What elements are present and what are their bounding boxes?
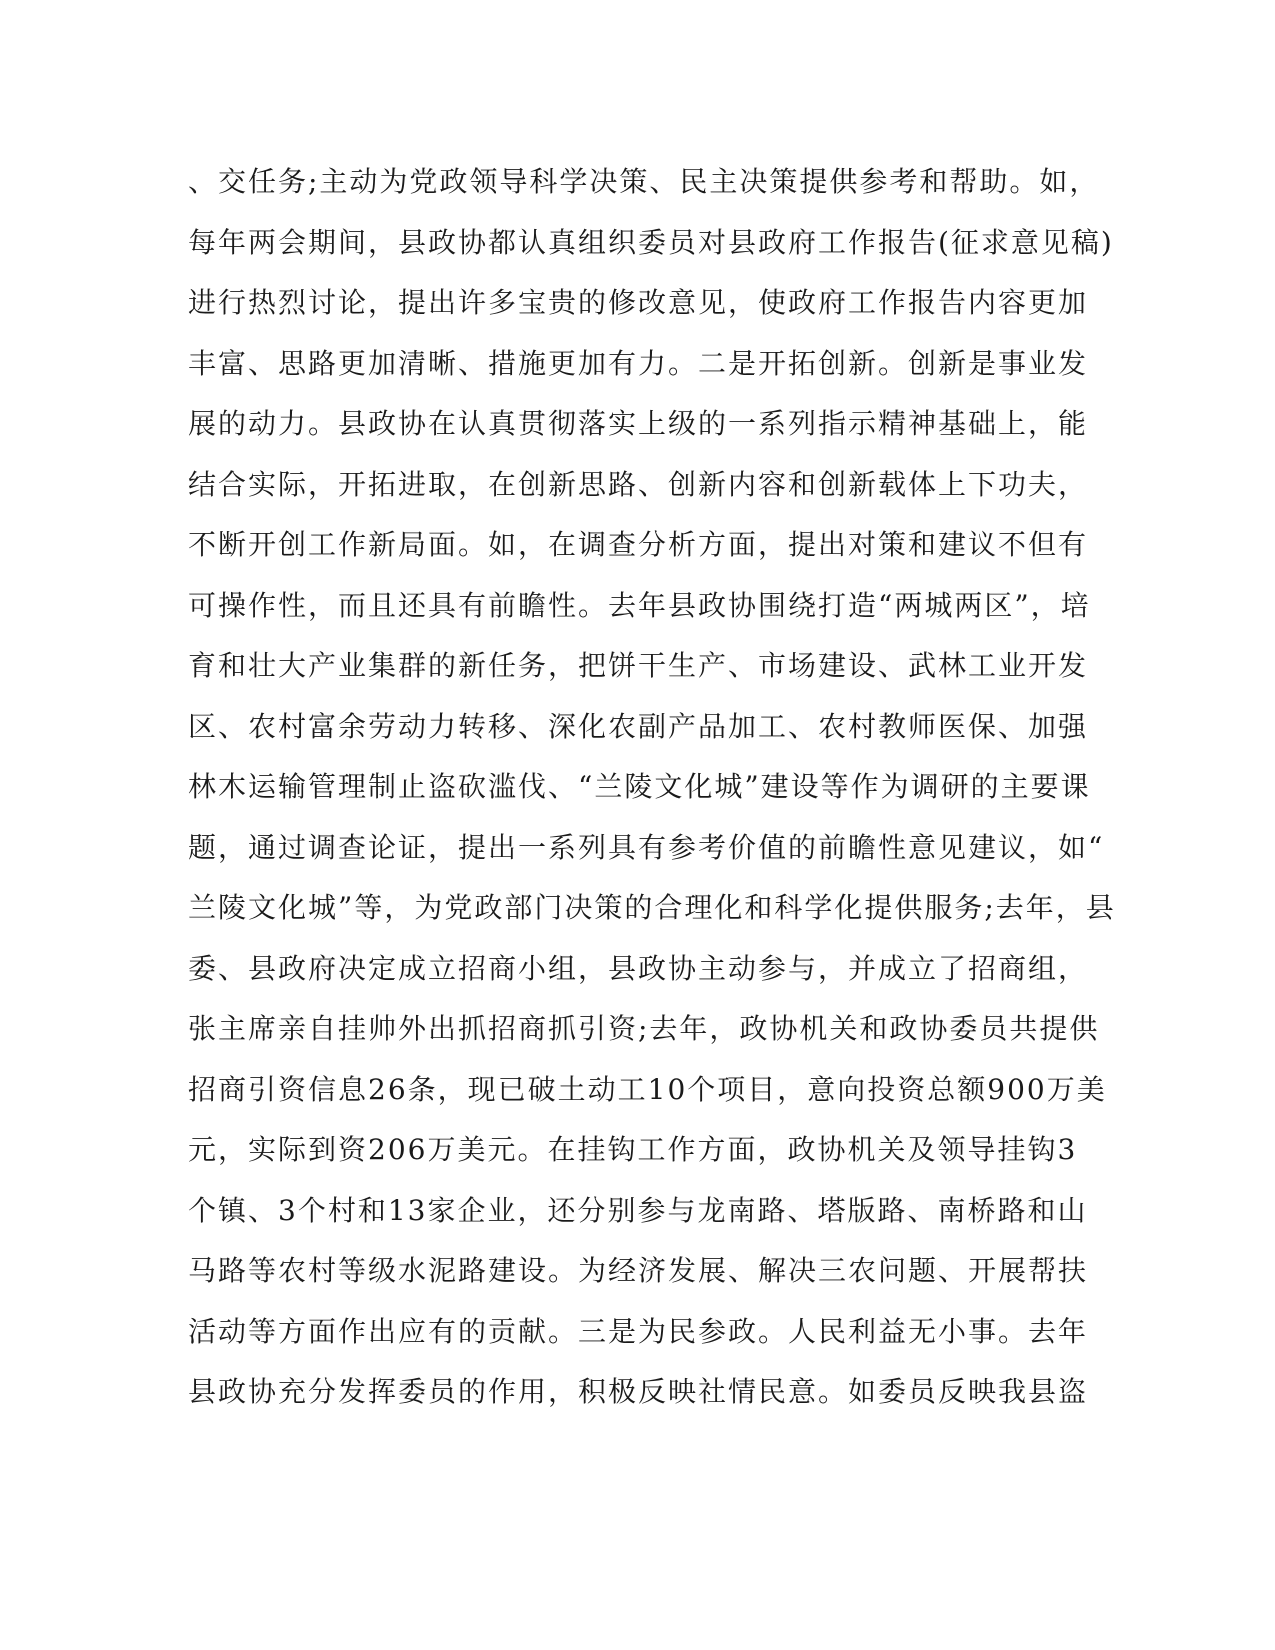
text-line: 林木运输管理制止盗砍滥伐、“兰陵文化城”建设等作为调研的主要课 [188,770,1091,803]
text-line: 丰富、思路更加清晰、措施更加有力。二是开拓创新。创新是事业发 [188,346,1089,380]
text-line: 区、农村富余劳动力转移、深化农副产品加工、农村教师医保、加强 [188,709,1089,743]
text-line: 展的动力。县政协在认真贯彻落实上级的一系列指示精神基础上，能 [188,407,1089,440]
text-line: 、交任务;主动为党政领导科学决策、民主决策提供参考和帮助。如， [188,165,1100,198]
text-line: 马路等农村等级水泥路建设。为经济发展、解决三农问题、开展帮扶 [188,1254,1089,1287]
text-line: 进行热烈讨论，提出许多宝贵的修改意见，使政府工作报告内容更加 [188,286,1089,319]
text-line: 不断开创工作新局面。如，在调查分析方面，提出对策和建议不但有 [188,528,1089,561]
text-line: 招商引资信息26条，现已破土动工10个项目，意向投资总额900万美 [188,1072,1107,1106]
text-line: 每年两会期间，县政协都认真组织委员对县政府工作报告(征求意见稿) [188,225,1114,259]
text-line: 育和壮大产业集群的新任务，把饼干生产、市场建设、武林工业开发 [188,649,1089,682]
text-line: 结合实际，开拓进取，在创新思路、创新内容和创新载体上下功夫， [188,467,1089,501]
text-line: 活动等方面作出应有的贡献。三是为民参政。人民利益无小事。去年 [188,1314,1089,1348]
text-line: 张主席亲自挂帅外出抓招商抓引资;去年，政协机关和政协委员共提供 [188,1012,1100,1045]
body-text [188,162,1116,1433]
text-line: 元，实际到资206万美元。在挂钩工作方面，政协机关及领导挂钩3 [188,1133,1078,1166]
text-line: 委、县政府决定成立招商小组，县政协主动参与，并成立了招商组， [188,951,1089,985]
text-line: 兰陵文化城”等，为党政部门决策的合理化和科学化提供服务;去年，县 [188,891,1116,924]
text-line: 个镇、3个村和13家企业，还分别参与龙南路、塔版路、南桥路和山 [188,1193,1088,1227]
text-line: 县政协充分发挥委员的作用，积极反映社情民意。如委员反映我县盗 [188,1375,1089,1408]
text-line: 题，通过调查论证，提出一系列具有参考价值的前瞻性意见建议，如“ [188,830,1105,864]
text-line: 可操作性，而且还具有前瞻性。去年县政协围绕打造“两城两区”，培 [188,588,1091,622]
